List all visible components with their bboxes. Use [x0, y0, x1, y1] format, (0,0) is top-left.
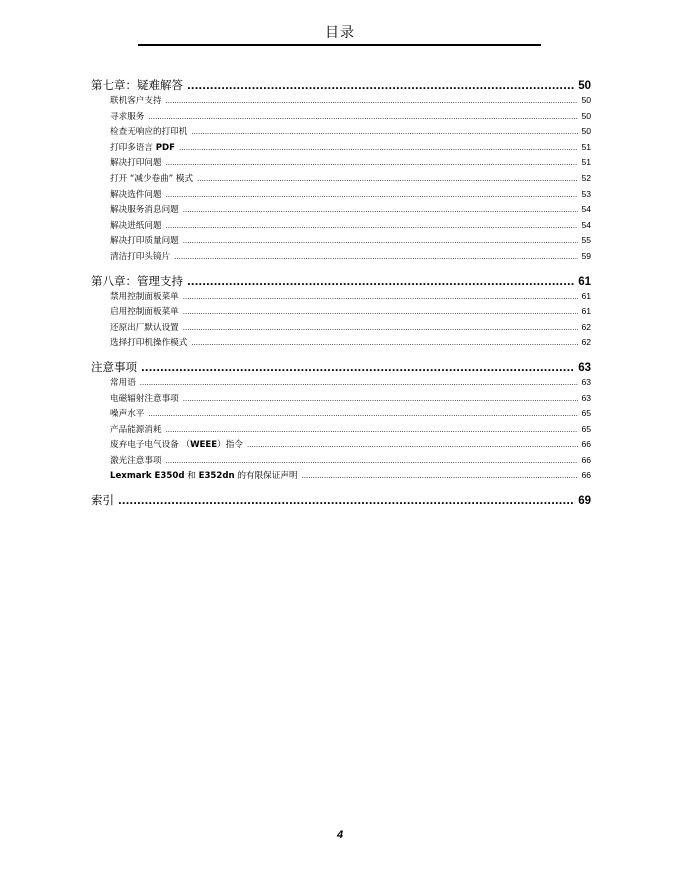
toc-entry-label: 常用语	[110, 377, 136, 388]
toc-entry[interactable]	[91, 233, 591, 249]
toc-entry-page: 61	[581, 306, 591, 317]
toc-entry-label: 解决打印质量问题	[110, 236, 179, 247]
dot-leader	[174, 250, 578, 266]
dot-leader	[148, 407, 578, 423]
toc-entry-page: 63	[581, 376, 591, 387]
toc-entry-page: 62	[581, 337, 591, 348]
toc-entry[interactable]	[91, 406, 591, 422]
dot-leader	[302, 469, 579, 485]
toc-entry-label: 解决选件问题	[110, 189, 162, 200]
dot-leader	[141, 361, 575, 377]
toc-entry-page: 52	[581, 172, 591, 183]
toc-entry[interactable]	[91, 468, 591, 484]
dot-leader	[183, 305, 579, 321]
toc-chapter-page: 61	[578, 275, 591, 288]
toc-chapter-page: 69	[578, 495, 591, 508]
toc-entry[interactable]	[91, 304, 591, 320]
dot-leader	[166, 219, 579, 235]
toc-entry-page: 54	[581, 219, 591, 230]
toc-entry[interactable]	[91, 375, 591, 391]
toc-entry[interactable]	[91, 124, 591, 140]
toc-entry[interactable]	[91, 453, 591, 469]
toc-entry[interactable]	[91, 171, 591, 187]
toc-entry[interactable]	[91, 155, 591, 171]
toc-entry-label: 废弃电子电气设备 （WEEE）指令	[110, 440, 243, 451]
toc-entry[interactable]	[91, 93, 591, 109]
toc-entry-page: 50	[581, 126, 591, 137]
toc-chapter-page: 63	[578, 361, 591, 374]
toc-section	[91, 273, 591, 351]
toc-entry-label: 解决进纸问题	[110, 220, 162, 231]
dot-leader	[183, 203, 579, 219]
toc-entry-label: 选择打印机操作模式	[110, 338, 188, 349]
toc-chapter-entry[interactable]	[91, 492, 591, 508]
toc-chapter-label: 索引	[91, 493, 114, 508]
toc-entry-label: 检查无响应的打印机	[110, 127, 188, 138]
toc-entry-label: 电磁辐射注意事项	[110, 393, 179, 404]
dot-leader	[187, 79, 575, 95]
dot-leader	[166, 454, 579, 470]
toc-entry-page: 54	[581, 204, 591, 215]
toc-entry-page: 61	[581, 290, 591, 301]
page-title: 目录	[325, 25, 355, 41]
toc-section	[91, 492, 591, 508]
dot-leader	[191, 336, 578, 352]
toc-entry-label: 禁用控制面板菜单	[110, 291, 179, 302]
toc-entry-page: 65	[581, 408, 591, 419]
dot-leader	[183, 234, 579, 250]
toc-entry[interactable]	[91, 140, 591, 156]
toc-entry-label: 还原出厂默认设置	[110, 322, 179, 333]
dot-leader	[183, 392, 579, 408]
toc-entry-label: Lexmark E350d 和 E352dn 的有限保证声明	[110, 471, 298, 482]
toc-entry-label: 寻求服务	[110, 111, 145, 122]
dot-leader	[191, 125, 578, 141]
page-number: 4	[336, 829, 344, 841]
toc-chapter-label: 注意事项	[91, 359, 137, 374]
toc-entry[interactable]	[91, 202, 591, 218]
dot-leader	[118, 494, 575, 510]
toc-entry-page: 51	[581, 141, 591, 152]
toc-entry-label: 启用控制面板菜单	[110, 307, 179, 318]
toc-entry-page: 50	[581, 110, 591, 121]
toc-entry[interactable]	[91, 422, 591, 438]
table-of-contents	[91, 77, 591, 516]
dot-leader	[148, 110, 578, 126]
toc-entry[interactable]	[91, 391, 591, 407]
dot-leader	[166, 94, 579, 110]
toc-entry-label: 解决打印问题	[110, 158, 162, 169]
toc-entry-page: 63	[581, 392, 591, 403]
dot-leader	[247, 438, 578, 454]
toc-entry-page: 50	[581, 95, 591, 105]
toc-entry-page: 66	[581, 470, 591, 481]
toc-section	[91, 77, 591, 265]
toc-entry[interactable]	[91, 218, 591, 234]
toc-entry[interactable]	[91, 335, 591, 351]
dot-leader	[166, 188, 579, 204]
dot-leader	[166, 423, 579, 439]
toc-chapter-entry[interactable]	[91, 273, 591, 289]
toc-entry-label: 产品能源消耗	[110, 424, 162, 435]
toc-chapter-page: 50	[578, 80, 591, 92]
dot-leader	[197, 172, 578, 188]
toc-section	[91, 359, 591, 484]
toc-entry-page: 65	[581, 423, 591, 434]
toc-entry[interactable]	[91, 109, 591, 125]
title-rule	[138, 44, 541, 46]
toc-entry-label: 清洁打印头镜片	[110, 251, 171, 262]
toc-entry-label: 打印多语言 PDF	[110, 142, 176, 153]
toc-chapter-entry[interactable]	[91, 77, 591, 93]
toc-entry-label: 噪声水平	[110, 409, 145, 420]
toc-entry[interactable]	[91, 187, 591, 203]
dot-leader	[183, 321, 579, 337]
toc-entry-page: 59	[581, 250, 591, 261]
toc-chapter-label: 第八章：管理支持	[91, 273, 183, 288]
dot-leader	[179, 141, 578, 157]
toc-entry-page: 62	[581, 321, 591, 332]
dot-leader	[187, 275, 575, 291]
toc-entry[interactable]	[91, 320, 591, 336]
toc-chapter-entry[interactable]	[91, 359, 591, 375]
toc-entry-label: 打开 “减少卷曲” 模式	[110, 173, 194, 184]
toc-entry-page: 53	[581, 188, 591, 199]
toc-chapter-label: 第七章：疑难解答	[91, 78, 183, 92]
dot-leader	[166, 156, 579, 172]
toc-entry-page: 66	[581, 439, 591, 450]
toc-entry-page: 66	[581, 454, 591, 465]
toc-entry[interactable]	[91, 249, 591, 265]
toc-entry-label: 解决服务消息问题	[110, 205, 179, 216]
dot-leader	[140, 376, 579, 392]
toc-entry-page: 55	[581, 235, 591, 246]
toc-entry-label: 激光注意事项	[110, 455, 162, 466]
dot-leader	[183, 290, 579, 306]
toc-entry[interactable]	[91, 289, 591, 305]
toc-entry[interactable]	[91, 437, 591, 453]
toc-entry-label: 联机客户支持	[110, 96, 162, 106]
toc-entry-page: 51	[581, 157, 591, 168]
